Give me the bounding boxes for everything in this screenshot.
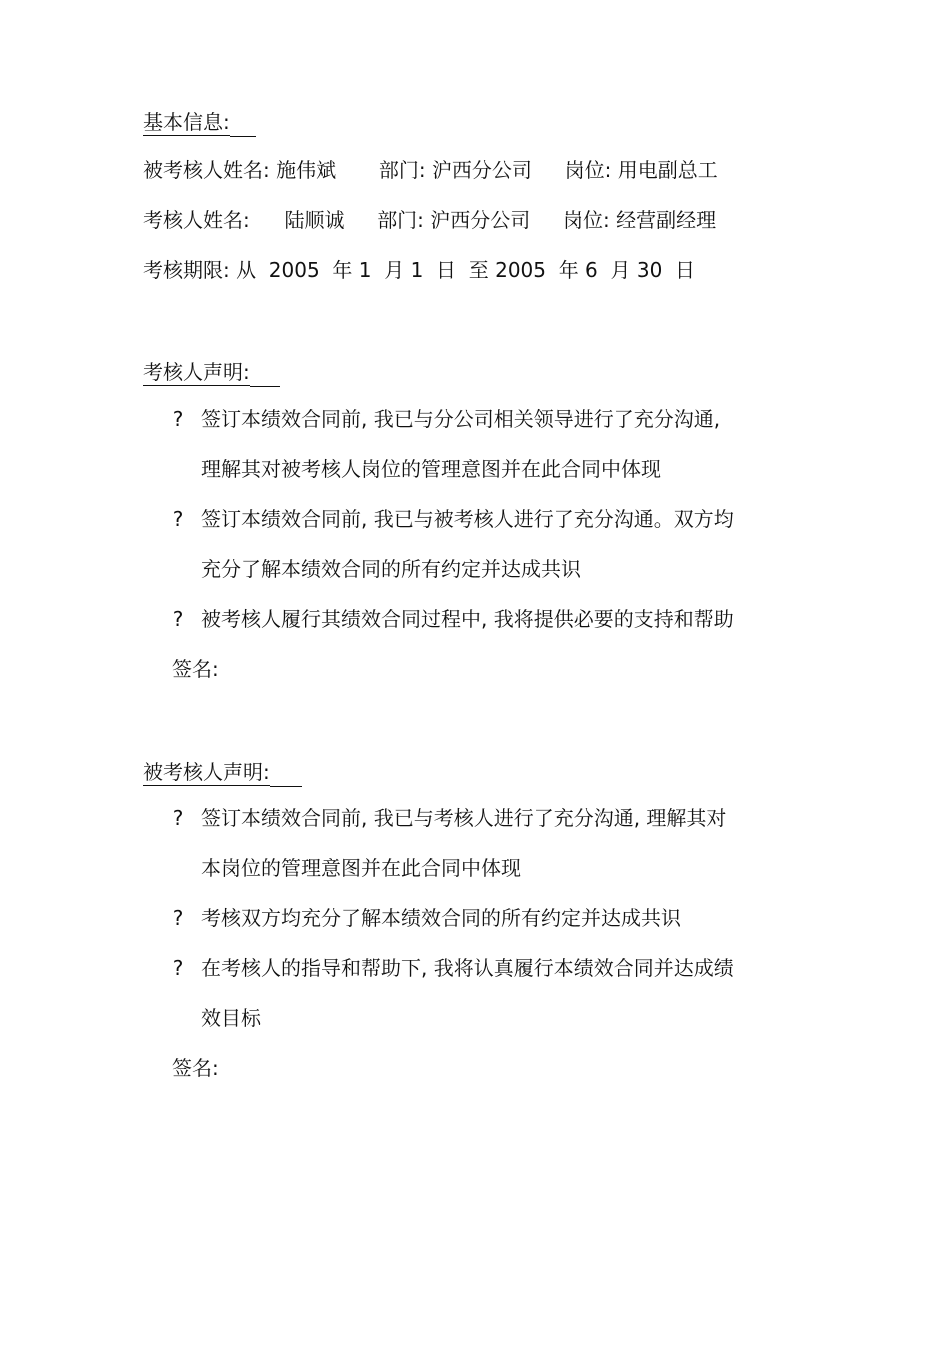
reviewer-dept: 沪西分公司 — [430, 208, 531, 232]
basic-info-heading-text: 基本信息: — [143, 110, 230, 134]
reviewer-dept-label: 部门: — [377, 208, 424, 232]
list-item-line: 理解其对被考核人岗位的管理意图并在此合同中体现 — [201, 457, 661, 481]
reviewer-info-row — [143, 208, 716, 232]
list-item-line: 本岗位的管理意图并在此合同中体现 — [201, 856, 521, 880]
reviewer-name-label: 考核人姓名: — [143, 208, 250, 232]
reviewer-signature-label: 签名: — [172, 657, 219, 681]
list-item-line: 被考核人履行其绩效合同过程中, 我将提供必要的支持和帮助 — [201, 607, 734, 631]
list-bullet: ? — [172, 607, 184, 631]
heading-underline-tail — [270, 762, 302, 787]
reviewee-post-label: 岗位: — [564, 158, 612, 182]
reviewee-info-row — [143, 158, 718, 182]
list-bullet: ? — [172, 806, 184, 830]
heading-underline-tail — [230, 112, 256, 137]
list-bullet: ? — [172, 407, 184, 431]
list-item-line: 签订本绩效合同前, 我已与被考核人进行了充分沟通。双方均 — [201, 507, 734, 531]
review-period: 考核期限: 从 2005 年 1 月 1 日 至 2005 年 6 月 30 日 — [143, 258, 696, 282]
reviewer-statement-heading-text: 考核人声明: — [143, 360, 250, 384]
reviewee-signature-label: 签名: — [172, 1056, 219, 1080]
reviewee-statement-heading-text: 被考核人声明: — [143, 760, 270, 784]
reviewee-dept-label: 部门: — [378, 158, 426, 182]
reviewer-post: 经营副经理 — [616, 208, 717, 232]
reviewee-name: 施伟斌 — [276, 158, 337, 182]
list-item-line: 签订本绩效合同前, 我已与分公司相关领导进行了充分沟通, — [201, 407, 721, 431]
heading-underline-tail — [250, 362, 280, 387]
reviewer-name: 陆顺诚 — [284, 208, 345, 232]
reviewee-dept: 沪西分公司 — [431, 158, 532, 182]
list-item-line: 签订本绩效合同前, 我已与考核人进行了充分沟通, 理解其对 — [201, 806, 727, 830]
list-bullet: ? — [172, 906, 184, 930]
reviewee-statement-heading — [143, 760, 302, 786]
reviewer-post-label: 岗位: — [563, 208, 610, 232]
reviewee-post: 用电副总工 — [617, 158, 718, 182]
reviewee-name-label: 被考核人姓名: — [143, 158, 270, 182]
basic-info-heading — [143, 110, 256, 136]
list-item-line: 考核双方均充分了解本绩效合同的所有约定并达成共识 — [201, 906, 681, 930]
list-item-line: 在考核人的指导和帮助下, 我将认真履行本绩效合同并达成绩 — [201, 956, 734, 980]
list-bullet: ? — [172, 956, 184, 980]
reviewer-statement-heading — [143, 360, 280, 386]
list-bullet: ? — [172, 507, 184, 531]
list-item-line: 充分了解本绩效合同的所有约定并达成共识 — [201, 557, 581, 581]
list-item-line: 效目标 — [201, 1006, 261, 1030]
